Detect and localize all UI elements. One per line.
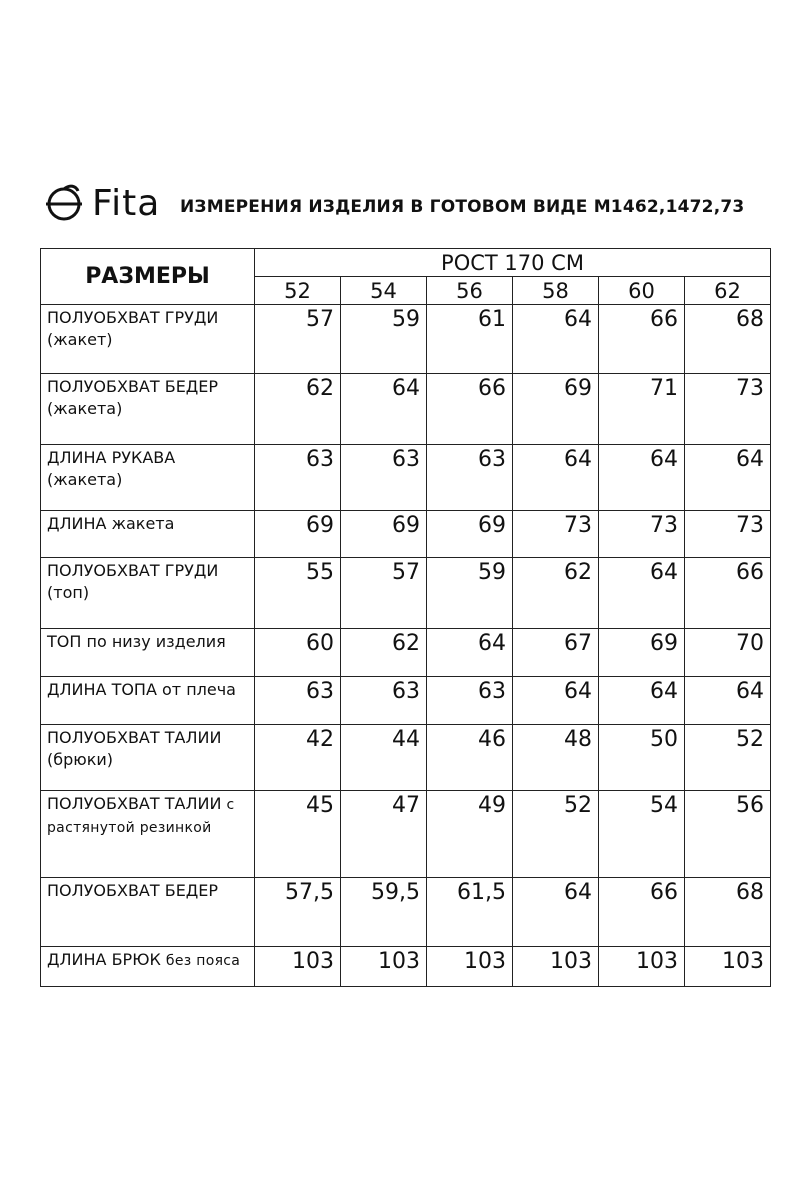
table-cell-value: 60 — [255, 629, 341, 677]
table-cell-value: 63 — [255, 677, 341, 725]
table-cell-value: 47 — [341, 791, 427, 878]
table-cell-value: 54 — [599, 791, 685, 878]
table-cell-value: 103 — [427, 947, 513, 987]
table-cell-value: 66 — [599, 305, 685, 374]
row-label-main: ДЛИНА РУКАВА (жакета) — [47, 448, 176, 489]
table-cell-value: 44 — [341, 725, 427, 791]
table-cell-value: 69 — [513, 374, 599, 445]
row-label-main: ТОП по низу изделия — [47, 632, 226, 651]
header — [44, 180, 764, 230]
table-cell-value: 64 — [599, 677, 685, 725]
row-label-main: ПОЛУОБХВАТ ГРУДИ (топ) — [47, 561, 219, 602]
sizes-header: РАЗМЕРЫ — [41, 249, 255, 305]
brand-logo — [44, 180, 160, 226]
table-row — [41, 677, 771, 725]
row-label-main: ПОЛУОБХВАТ ТАЛИИ — [47, 794, 222, 813]
table-cell-value: 103 — [599, 947, 685, 987]
table-cell-value: 103 — [255, 947, 341, 987]
table-cell-value: 52 — [685, 725, 771, 791]
table-cell-value: 64 — [685, 445, 771, 511]
row-label — [41, 374, 255, 445]
row-label — [41, 791, 255, 878]
table-cell-value: 63 — [341, 445, 427, 511]
height-header: РОСТ 170 СМ — [255, 249, 771, 277]
row-label-main: ДЛИНА БРЮК — [47, 950, 161, 969]
table-row — [41, 791, 771, 878]
table-cell-value: 63 — [255, 445, 341, 511]
size-table — [40, 248, 771, 987]
fita-logo-icon — [44, 183, 84, 223]
table-cell-value: 46 — [427, 725, 513, 791]
table-row — [41, 558, 771, 629]
table-cell-value: 70 — [685, 629, 771, 677]
table-cell-value: 64 — [341, 374, 427, 445]
table-row — [41, 511, 771, 558]
table-cell-value: 63 — [427, 677, 513, 725]
size-header: 62 — [685, 277, 771, 305]
brand-name: Fita — [92, 182, 161, 224]
table-cell-value: 49 — [427, 791, 513, 878]
table-cell-value: 62 — [341, 629, 427, 677]
row-label — [41, 947, 255, 987]
table-cell-value: 69 — [341, 511, 427, 558]
row-label-note: с растянутой резинкой — [47, 797, 235, 836]
table-cell-value: 52 — [513, 791, 599, 878]
table-cell-value: 57 — [341, 558, 427, 629]
table-row — [41, 947, 771, 987]
table-cell-value: 64 — [513, 878, 599, 947]
table-cell-value: 73 — [599, 511, 685, 558]
table-cell-value: 56 — [685, 791, 771, 878]
table-cell-value: 45 — [255, 791, 341, 878]
row-label — [41, 725, 255, 791]
table-row — [41, 878, 771, 947]
table-row — [41, 725, 771, 791]
table-cell-value: 62 — [255, 374, 341, 445]
row-label — [41, 305, 255, 374]
table-row — [41, 305, 771, 374]
table-cell-value: 69 — [599, 629, 685, 677]
table-cell-value: 73 — [685, 511, 771, 558]
table-cell-value: 57 — [255, 305, 341, 374]
size-table-container — [40, 248, 771, 987]
table-cell-value: 57,5 — [255, 878, 341, 947]
table-cell-value: 55 — [255, 558, 341, 629]
table-cell-value: 59 — [341, 305, 427, 374]
table-cell-value: 59,5 — [341, 878, 427, 947]
table-body — [41, 305, 771, 987]
table-cell-value: 68 — [685, 305, 771, 374]
table-row — [41, 445, 771, 511]
table-cell-value: 61,5 — [427, 878, 513, 947]
table-row — [41, 374, 771, 445]
size-header: 60 — [599, 277, 685, 305]
row-label-main: ПОЛУОБХВАТ БЕДЕР (жакета) — [47, 377, 219, 418]
table-row — [41, 629, 771, 677]
row-label-main: ДЛИНА жакета — [47, 514, 175, 533]
table-cell-value: 59 — [427, 558, 513, 629]
table-cell-value: 64 — [427, 629, 513, 677]
table-cell-value: 64 — [513, 677, 599, 725]
row-label — [41, 445, 255, 511]
size-header: 52 — [255, 277, 341, 305]
table-cell-value: 66 — [599, 878, 685, 947]
table-cell-value: 50 — [599, 725, 685, 791]
table-cell-value: 73 — [685, 374, 771, 445]
header-row-height — [41, 249, 771, 277]
row-label-main: ПОЛУОБХВАТ ГРУДИ (жакет) — [47, 308, 219, 349]
table-cell-value: 71 — [599, 374, 685, 445]
table-cell-value: 64 — [513, 445, 599, 511]
row-label — [41, 629, 255, 677]
table-cell-value: 67 — [513, 629, 599, 677]
table-cell-value: 66 — [685, 558, 771, 629]
table-cell-value: 48 — [513, 725, 599, 791]
table-cell-value: 64 — [685, 677, 771, 725]
table-cell-value: 69 — [427, 511, 513, 558]
table-cell-value: 64 — [599, 445, 685, 511]
page-title: ИЗМЕРЕНИЯ ИЗДЕЛИЯ В ГОТОВОМ ВИДЕ М1462,1472,73 — [180, 197, 745, 217]
table-cell-value: 63 — [427, 445, 513, 511]
size-header: 54 — [341, 277, 427, 305]
row-label-main: ДЛИНА ТОПА от плеча — [47, 680, 236, 699]
table-cell-value: 66 — [427, 374, 513, 445]
table-cell-value: 64 — [599, 558, 685, 629]
row-label — [41, 677, 255, 725]
table-cell-value: 68 — [685, 878, 771, 947]
table-cell-value: 73 — [513, 511, 599, 558]
table-cell-value: 103 — [685, 947, 771, 987]
size-header: 58 — [513, 277, 599, 305]
table-cell-value: 69 — [255, 511, 341, 558]
size-header: 56 — [427, 277, 513, 305]
row-label — [41, 558, 255, 629]
row-label-main: ПОЛУОБХВАТ ТАЛИИ (брюки) — [47, 728, 222, 769]
table-cell-value: 62 — [513, 558, 599, 629]
table-cell-value: 63 — [341, 677, 427, 725]
table-cell-value: 103 — [341, 947, 427, 987]
table-cell-value: 103 — [513, 947, 599, 987]
row-label — [41, 511, 255, 558]
row-label-note: без пояса — [165, 953, 241, 969]
row-label-main: ПОЛУОБХВАТ БЕДЕР — [47, 881, 219, 900]
row-label — [41, 878, 255, 947]
table-cell-value: 42 — [255, 725, 341, 791]
table-cell-value: 61 — [427, 305, 513, 374]
table-cell-value: 64 — [513, 305, 599, 374]
